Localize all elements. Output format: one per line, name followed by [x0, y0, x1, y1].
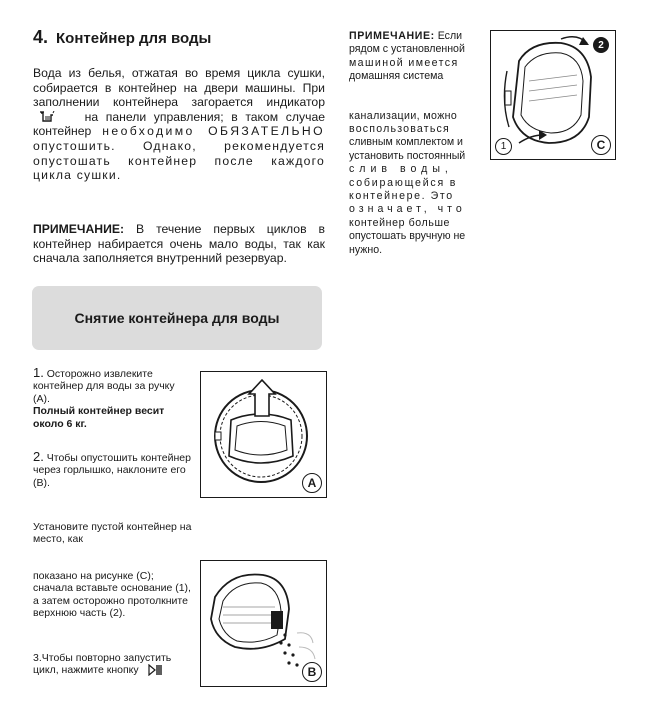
intro-paragraph: [33, 66, 325, 183]
step-2: [33, 451, 193, 489]
figure-b-label: B: [302, 662, 322, 682]
intro-text-1: Вода из белья, отжатая во время цикла сушки, собирается в контейнер на двери машины. При заполнении контейнера загорается индикатор: [33, 66, 325, 110]
note-2-l11: контейнере. Это: [349, 190, 454, 203]
figure-c: [490, 30, 616, 160]
step-2-text: Чтобы опустошить контейнер через горлышко, наклоните его (B).: [33, 452, 191, 489]
step-1-weight-warning: Полный контейнер весит около 6 кг.: [33, 405, 165, 430]
note-first-cycles: [33, 222, 325, 266]
intro-text-3: необходимо ОБЯЗАТЕЛЬНО: [102, 124, 325, 139]
note-drain-kit: [349, 30, 487, 257]
start-pause-icon: [148, 664, 164, 676]
removal-section-header: [32, 286, 322, 350]
note-2-l3: машиной имеется: [349, 56, 459, 69]
figure-a: [200, 371, 327, 498]
intro-text-4: опустошить. Однако, рекомендуется опустошать контейнер после каждого цикла сушки.: [33, 138, 325, 183]
note-2-l6: воспользоваться: [349, 123, 450, 136]
note-2-l7: сливным комплектом и: [349, 136, 463, 149]
note-text: В течение первых циклов в контейнер набирается очень мало воды, так как сначала заполняется внутренний резервуар.: [33, 222, 325, 266]
intro-text-2: на панели управления; в таком случае контейнер: [33, 109, 325, 139]
note-2-l8: установить постоянный: [349, 149, 466, 162]
water-tank-indicator-icon: [39, 111, 55, 123]
step-2-number: 2.: [33, 449, 44, 464]
note-2-l13: контейнер больше: [349, 216, 451, 229]
note-2-label: ПРИМЕЧАНИЕ:: [349, 30, 435, 42]
step-install-text-b: показано на рисунке (C); сначала вставьте основание (1), а затем осторожно протолкните верхнюю часть (2).: [33, 570, 191, 620]
note-2-l5: канализации, можно: [349, 109, 458, 122]
note-2-l9: слив воды,: [349, 163, 453, 176]
step-install-text-a: Установите пустой контейнер на место, как: [33, 521, 192, 546]
figure-c-label: C: [591, 135, 611, 155]
step-1: [33, 367, 193, 430]
step-1-text: Осторожно извлеките контейнер для воды за ручку (A).: [33, 368, 175, 405]
note-2-l1: Если: [437, 30, 463, 42]
note-label: ПРИМЕЧАНИЕ:: [33, 222, 125, 236]
figure-c-step-1-marker: 1: [495, 138, 512, 155]
step-install: [33, 521, 193, 546]
section-number: 4.: [33, 27, 49, 47]
removal-title: Снятие контейнера для воды: [74, 310, 280, 326]
step-1-number: 1.: [33, 365, 44, 380]
note-2-l15: нужно.: [349, 243, 383, 256]
section-heading: [33, 27, 211, 48]
step-install-cont: [33, 570, 193, 620]
note-2-l12: означает, что: [349, 203, 466, 216]
note-2-l14: опустошать вручную не: [349, 230, 466, 243]
figure-b: [200, 560, 327, 687]
note-2-l10: собирающейся в: [349, 176, 458, 189]
step-3: [33, 652, 193, 677]
figure-a-label: A: [302, 473, 322, 493]
figure-c-step-2-marker: 2: [593, 37, 609, 53]
step-3-text: 3.Чтобы повторно запустить цикл, нажмите кнопку: [33, 652, 172, 677]
section-title: Контейнер для воды: [56, 30, 212, 47]
note-2-l4: домашняя система: [349, 70, 444, 83]
note-2-l2: рядом с установленной: [349, 43, 465, 56]
